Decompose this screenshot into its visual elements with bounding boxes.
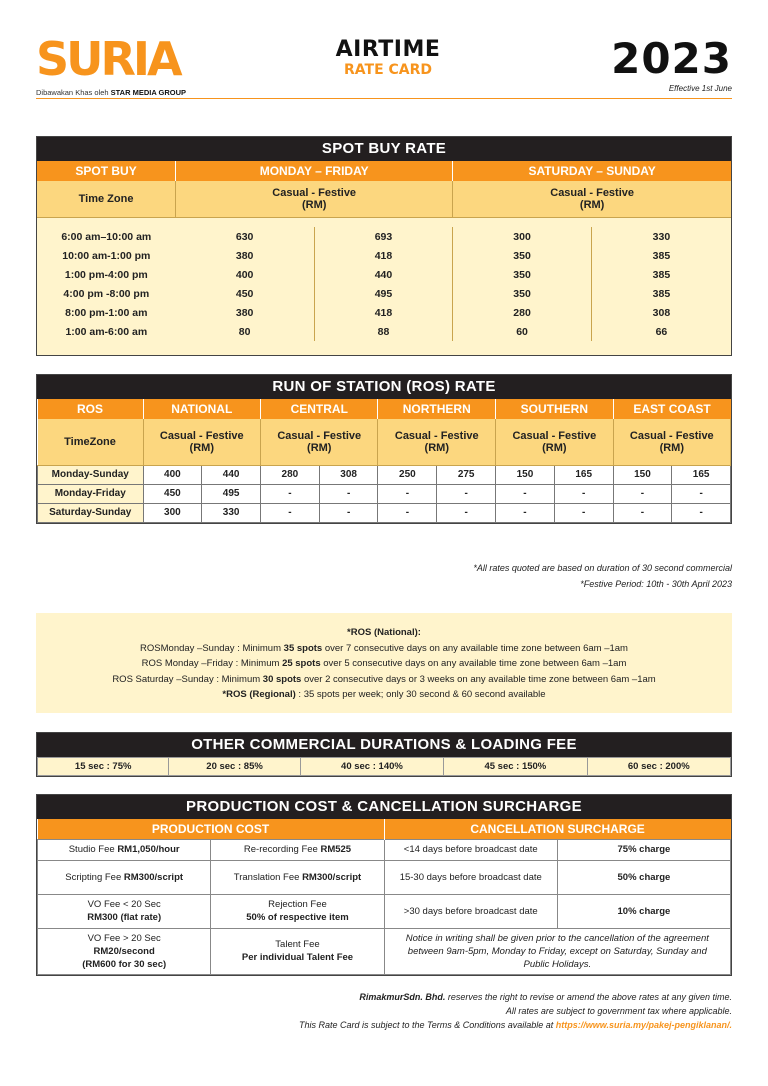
rate-cell: 308	[591, 303, 731, 322]
time-zone-cell: 4:00 pm -8:00 pm	[63, 287, 150, 300]
rate-cell: 495	[202, 484, 261, 503]
translation-fee	[211, 860, 384, 894]
footer-line: All rates are subject to government tax where applicable.	[505, 1006, 732, 1016]
page-subtitle: RATE CARD	[343, 62, 433, 78]
spot-row	[37, 246, 731, 265]
studio-fee	[38, 839, 211, 860]
text: RM20/second	[93, 945, 155, 957]
ros-title: RUN OF STATION (ROS) RATE	[37, 375, 731, 399]
footer-line	[299, 1018, 732, 1032]
rate-cell: 350	[453, 246, 592, 265]
text: over 2 consecutive days or 3 weeks on any available time zone between 6am –1am	[301, 673, 656, 685]
cancel-charge: 10% charge	[557, 894, 730, 928]
ros-rate-label	[378, 419, 496, 465]
spot-row	[37, 265, 731, 284]
rate-cell: -	[378, 503, 437, 522]
text: ROS Monday –Friday : Minimum	[141, 658, 283, 669]
ros-rate-label	[496, 419, 614, 465]
text: 25 spots	[282, 658, 321, 669]
text: Studio Fee	[68, 844, 118, 855]
spot-buy-section	[36, 136, 732, 356]
ros-conditions-heading: *ROS (National):	[347, 627, 421, 638]
talent-fee	[211, 928, 384, 974]
tagline-prefix: Dibawakan Khas oleh	[36, 88, 109, 97]
rate-cell: 350	[453, 284, 592, 303]
duration-cell: 40 sec : 140%	[300, 758, 443, 776]
spot-row	[37, 227, 731, 246]
time-zone-cell: 8:00 pm-1:00 am	[65, 306, 148, 319]
rate-cell: 630	[235, 230, 254, 243]
time-zone-label: Time Zone	[37, 181, 176, 217]
ros-rate-label	[261, 419, 378, 465]
rate-cell: 60	[453, 322, 592, 341]
col-spot-buy: SPOT BUY	[37, 161, 176, 181]
text: 35 spots	[283, 642, 323, 654]
spot-row	[37, 284, 731, 303]
ros-condition-line	[36, 687, 732, 703]
spacer-row	[37, 217, 731, 227]
ros-timezone-label: TimeZone	[38, 419, 144, 465]
durations-row	[38, 758, 731, 776]
ros-col-header: EAST COAST	[613, 399, 730, 419]
footer-line	[299, 990, 732, 1004]
rate-cell: 693	[314, 227, 453, 246]
col-cancellation: CANCELLATION SURCHARGE	[384, 819, 730, 839]
rate-cell: 330	[591, 227, 731, 246]
rate-cell: -	[261, 503, 320, 522]
time-zone-cell: 6:00 am–10:00 am	[61, 230, 152, 243]
cancel-period: 15-30 days before broadcast date	[384, 860, 557, 894]
production-section	[36, 794, 732, 976]
effective-date: Effective 1st June	[668, 84, 732, 93]
text: Rejection Fee	[268, 899, 327, 910]
ros-row-label: Saturday-Sunday	[38, 503, 144, 522]
ros-condition-line	[36, 672, 732, 688]
rate-cell: 440	[314, 265, 453, 284]
rate-cell: 385	[591, 265, 731, 284]
rate-notes	[473, 560, 732, 592]
durations-title: OTHER COMMERCIAL DURATIONS & LOADING FEE	[37, 733, 731, 757]
rejection-fee	[211, 894, 384, 928]
rate-cell: 80	[238, 325, 251, 338]
rate-cell: 165	[672, 465, 731, 484]
header-title-block	[298, 38, 478, 78]
text: over 7 consecutive days on any available time zone between 6am –1am	[322, 642, 628, 654]
rate-cell: 380	[235, 249, 254, 262]
rate-cell: 400	[143, 465, 202, 484]
time-zone-cell: 10:00 am-1:00 pm	[62, 249, 151, 262]
page-header	[36, 34, 732, 100]
rate-cell: 440	[202, 465, 261, 484]
ros-row-label: Monday-Friday	[38, 484, 144, 503]
rate-unit: (RM)	[579, 198, 605, 211]
col-production-cost: PRODUCTION COST	[38, 819, 385, 839]
duration-note: *All rates quoted are based on duration of 30 second commercial	[473, 563, 732, 573]
ros-condition-line	[36, 656, 732, 672]
rate-cell: 280	[453, 303, 592, 322]
terms-link[interactable]: https://www.suria.my/pakej-pengiklanan/.	[555, 1020, 732, 1030]
cancel-charge: 50% charge	[557, 860, 730, 894]
suria-logo	[36, 34, 216, 92]
durations-section	[36, 732, 732, 777]
text: RM1,050/hour	[117, 844, 180, 855]
col-monday-friday: MONDAY – FRIDAY	[176, 161, 453, 181]
ros-section	[36, 374, 732, 524]
ros-row	[38, 503, 731, 522]
text: Talent Fee	[275, 939, 320, 950]
cancel-charge: 75% charge	[557, 839, 730, 860]
rate-cell: 280	[261, 465, 320, 484]
rate-cell: 150	[613, 465, 672, 484]
weekend-rate-label	[453, 181, 731, 217]
rate-cell: -	[554, 503, 613, 522]
rate-cell: 250	[378, 465, 437, 484]
header-divider	[36, 98, 732, 99]
ros-subheader-row	[38, 419, 731, 465]
year-label: 2023	[611, 34, 732, 83]
rate-unit: (RM)	[424, 441, 449, 454]
rate-cell: 150	[496, 465, 555, 484]
time-zone-cell: 1:00 am-6:00 am	[65, 325, 148, 338]
rate-cell: 418	[314, 246, 453, 265]
rate-cell: 380	[235, 306, 254, 319]
rate-cell: -	[261, 484, 320, 503]
text: VO Fee < 20 Sec	[87, 899, 161, 910]
rate-unit: (RM)	[542, 441, 567, 454]
ros-header-row	[38, 399, 731, 419]
text: 50% of respective item	[246, 912, 349, 923]
vo-fee-long	[38, 928, 211, 974]
rate-label: Casual - Festive	[272, 186, 357, 199]
ros-rate-label	[143, 419, 261, 465]
logo-tagline	[36, 88, 186, 97]
rate-cell: 88	[314, 322, 453, 341]
durations-table	[37, 757, 731, 776]
text: reserves the right to revise or amend the above rates at any given time.	[445, 992, 732, 1002]
vo-fee-short	[38, 894, 211, 928]
text: This Rate Card is subject to the Terms & Conditions available at	[299, 1020, 556, 1030]
page-title: AIRTIME	[335, 37, 441, 62]
rate-cell: -	[672, 503, 731, 522]
duration-cell: 20 sec : 85%	[169, 758, 300, 776]
text: ROS Saturday –Sunday : Minimum	[112, 673, 263, 685]
company-name: RimakmurSdn. Bhd.	[359, 992, 446, 1002]
rate-cell: 495	[314, 284, 453, 303]
text: (RM600 for 30 sec)	[82, 958, 167, 970]
spot-row	[37, 322, 731, 341]
ros-col-header: NORTHERN	[378, 399, 496, 419]
rate-cell: -	[437, 503, 496, 522]
rate-cell: 385	[591, 284, 731, 303]
rate-label: Casual - Festive	[277, 429, 362, 442]
text: Scripting Fee	[65, 871, 124, 883]
rate-cell: 308	[319, 465, 378, 484]
text: Translation Fee	[233, 871, 303, 883]
rate-cell: 66	[591, 322, 731, 341]
text: over 5 consecutive days on any available time zone between 6am –1am	[320, 658, 627, 669]
ros-rate-label	[613, 419, 730, 465]
tagline-brand: STAR MEDIA GROUP	[110, 88, 187, 97]
ros-col-header: SOUTHERN	[496, 399, 614, 419]
text: RM300/script	[302, 871, 362, 883]
ros-condition-line	[36, 641, 732, 657]
time-zone-cell: 1:00 pm-4:00 pm	[64, 268, 148, 281]
rate-cell: -	[437, 484, 496, 503]
ros-col-header: NATIONAL	[143, 399, 261, 419]
rate-cell: -	[378, 484, 437, 503]
text: 30 spots	[262, 673, 302, 685]
text: : 35 spots per week; only 30 second & 60 second available	[295, 689, 546, 700]
duration-cell: 15 sec : 75%	[38, 758, 169, 776]
rate-label: Casual - Festive	[512, 429, 597, 442]
rate-label: Casual - Festive	[629, 429, 714, 442]
rate-cell: -	[496, 484, 555, 503]
ros-row	[38, 465, 731, 484]
rate-cell: 300	[453, 227, 592, 246]
rate-cell: -	[319, 484, 378, 503]
text: RM525	[320, 844, 352, 855]
duration-cell: 45 sec : 150%	[444, 758, 587, 776]
spot-row	[37, 303, 731, 322]
ros-rows	[38, 465, 731, 522]
rerecording-fee	[211, 839, 384, 860]
duration-cell: 60 sec : 200%	[587, 758, 730, 776]
ros-col-header: CENTRAL	[261, 399, 378, 419]
text: VO Fee > 20 Sec	[87, 932, 161, 944]
rate-unit: (RM)	[307, 441, 332, 454]
text: Re-recording Fee	[243, 844, 321, 855]
spot-buy-title: SPOT BUY RATE	[37, 137, 731, 161]
ros-table	[37, 399, 731, 523]
rate-cell: -	[613, 484, 672, 503]
rate-label: Casual - Festive	[550, 186, 635, 199]
production-table	[37, 819, 731, 975]
ros-row	[38, 484, 731, 503]
cancel-period: <14 days before broadcast date	[384, 839, 557, 860]
spacer-row	[37, 341, 731, 355]
col-saturday-sunday: SATURDAY – SUNDAY	[453, 161, 731, 181]
rate-cell: 385	[591, 246, 731, 265]
rate-cell: -	[613, 503, 672, 522]
ros-conditions-box	[36, 613, 732, 713]
production-title: PRODUCTION COST & CANCELLATION SURCHARGE	[37, 795, 731, 819]
rate-cell: -	[672, 484, 731, 503]
text: *ROS (Regional)	[222, 689, 296, 700]
rate-cell: 450	[235, 287, 254, 300]
ros-col-header: ROS	[38, 399, 144, 419]
festive-note: *Festive Period: 10th - 30th April 2023	[580, 579, 732, 589]
rate-cell: -	[496, 503, 555, 522]
rate-cell: 330	[202, 503, 261, 522]
rate-cell: 300	[143, 503, 202, 522]
text: ROSMonday –Sunday : Minimum	[140, 642, 284, 654]
weekday-rate-label	[176, 181, 453, 217]
rate-cell: -	[319, 503, 378, 522]
rate-unit: (RM)	[189, 441, 214, 454]
logo-text: SURIA	[36, 32, 180, 86]
rate-cell: 350	[453, 265, 592, 284]
scripting-fee	[38, 860, 211, 894]
cancel-period: >30 days before broadcast date	[384, 894, 557, 928]
rate-cell: 400	[235, 268, 254, 281]
cancellation-notice: Notice in writing shall be given prior to the cancellation of the agreement between 9am-5pm, Monday to Friday, except on Saturday, Sunday and Public Holidays.	[384, 928, 730, 974]
spot-buy-rows	[37, 227, 731, 341]
text: RM300/script	[123, 871, 184, 883]
rate-cell: 450	[143, 484, 202, 503]
text: RM300 (flat rate)	[87, 912, 162, 923]
rate-cell: 165	[554, 465, 613, 484]
spot-buy-table	[37, 161, 731, 355]
rate-unit: (RM)	[659, 441, 685, 454]
rate-cell: 275	[437, 465, 496, 484]
rate-cell: -	[554, 484, 613, 503]
rate-cell: 418	[314, 303, 453, 322]
rate-label: Casual - Festive	[159, 429, 244, 442]
rate-unit: (RM)	[301, 198, 327, 211]
page-footer	[299, 990, 732, 1032]
rate-label: Casual - Festive	[394, 429, 479, 442]
ros-row-label: Monday-Sunday	[38, 465, 144, 484]
text: Per individual Talent Fee	[241, 952, 354, 963]
